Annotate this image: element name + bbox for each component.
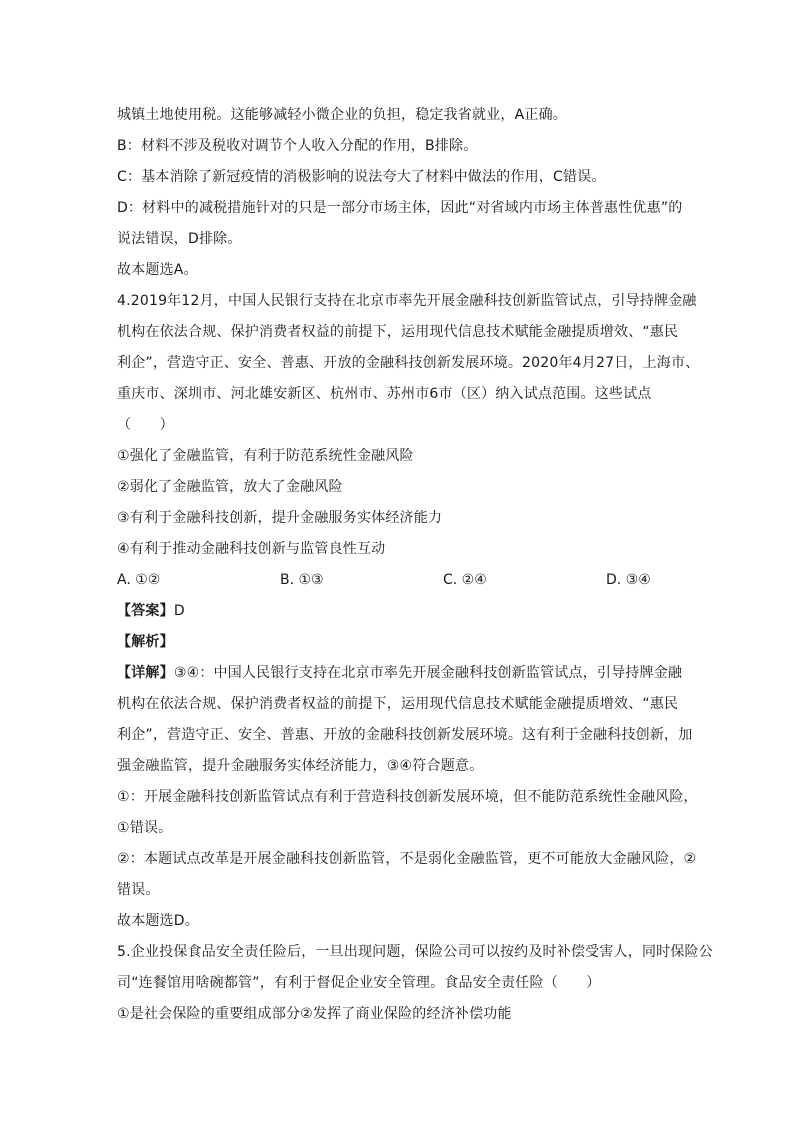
answer-line [117, 596, 683, 627]
question-stem-line: 重庆市、深圳市、河北雄安新区、杭州市、苏州市6市（区）纳入试点范围。这些试点 [117, 386, 652, 402]
option-a: A. ①② [117, 572, 161, 588]
detail-line: 机构在依法合规、保护消费者权益的前提下，运用现代信息技术赋能金融提质增效、“惠民 [117, 696, 679, 712]
text-line: C：基本消除了新冠疫情的消极影响的说法夸大了材料中做法的作用，C错误。 [117, 169, 606, 185]
conclusion-line: 故本题选D。 [117, 913, 199, 929]
text-line: B：材料不涉及税收对调节个人收入分配的作用，B排除。 [117, 138, 478, 154]
prev-question-analysis [117, 100, 683, 286]
question-stem-line: 机构在依法合规、保护消费者权益的前提下，运用现代信息技术赋能金融提质增效、“惠民 [117, 324, 679, 340]
detail-line: 强金融监管，提升金融服务实体经济能力，③④符合题意。 [117, 758, 484, 774]
answer-value: D [173, 603, 185, 619]
detail-line: ①：开展金融科技创新监管试点有利于营造科技创新发展环境，但不能防范系统性金融风险， [117, 789, 698, 805]
question-4 [117, 286, 700, 937]
statement-item: ①强化了金融监管，有利于防范系统性金融风险 [117, 448, 414, 464]
statement-item: ③有利于金融科技创新，提升金融服务实体经济能力 [117, 510, 443, 526]
question-stem-line: 5.企业投保食品安全责任险后，一旦出现问题，保险公司可以按约及时补偿受害人，同时保险公 [117, 944, 713, 960]
detail-line: 利企”，营造守正、安全、普惠、开放的金融科技创新发展环境。这有利于金融科技创新，加 [117, 727, 693, 743]
document-page [117, 100, 713, 1030]
analysis-tag: 【解析】 [117, 634, 174, 650]
statement-item: ④有利于推动金融科技创新与监管良性互动 [117, 541, 386, 557]
question-stem-line: 司“连餐馆用啥碗都管”，有利于督促企业安全管理。食品安全责任险（ ） [117, 975, 601, 991]
option-c: C. ②④ [443, 572, 487, 588]
statement-item: ①是社会保险的重要组成部分②发挥了商业保险的经济补偿功能 [117, 1006, 512, 1022]
option-d: D. ③④ [606, 572, 651, 588]
detail-tag: 【详解】 [117, 665, 174, 681]
detail-line: ②：本题试点改革是开展金融科技创新监管，不是弱化金融监管，更不可能放大金融风险，② [117, 851, 697, 867]
detail-line [117, 658, 683, 689]
analysis-heading [117, 627, 683, 658]
question-5 [117, 937, 713, 1030]
question-stem-line: 利企”，营造守正、安全、普惠、开放的金融科技创新发展环境。2020年4月27日，上海市、 [117, 355, 700, 371]
conclusion-line: 故本题选A。 [117, 262, 198, 278]
answer-options [117, 565, 683, 596]
statement-item: ②弱化了金融监管，放大了金融风险 [117, 479, 343, 495]
option-b: B. ①③ [280, 572, 324, 588]
text-line: 说法错误，D排除。 [117, 231, 242, 247]
question-blank: （ ） [117, 417, 174, 433]
detail-line: 错误。 [117, 882, 160, 898]
answer-tag: 【答案】 [117, 603, 174, 619]
detail-text: ③④：中国人民银行支持在北京市率先开展金融科技创新监管试点，引导持牌金融 [173, 665, 683, 681]
detail-line: ①错误。 [117, 820, 173, 836]
question-stem-line: 4.2019年12月，中国人民银行支持在北京市率先开展金融科技创新监管试点，引导持牌金融 [117, 293, 697, 309]
text-line: D：材料中的减税措施针对的只是一部分市场主体，因此“对省域内市场主体普惠性优惠”的 [117, 200, 683, 216]
text-line: 城镇土地使用税。这能够减轻小微企业的负担，稳定我省就业，A正确。 [117, 107, 567, 123]
